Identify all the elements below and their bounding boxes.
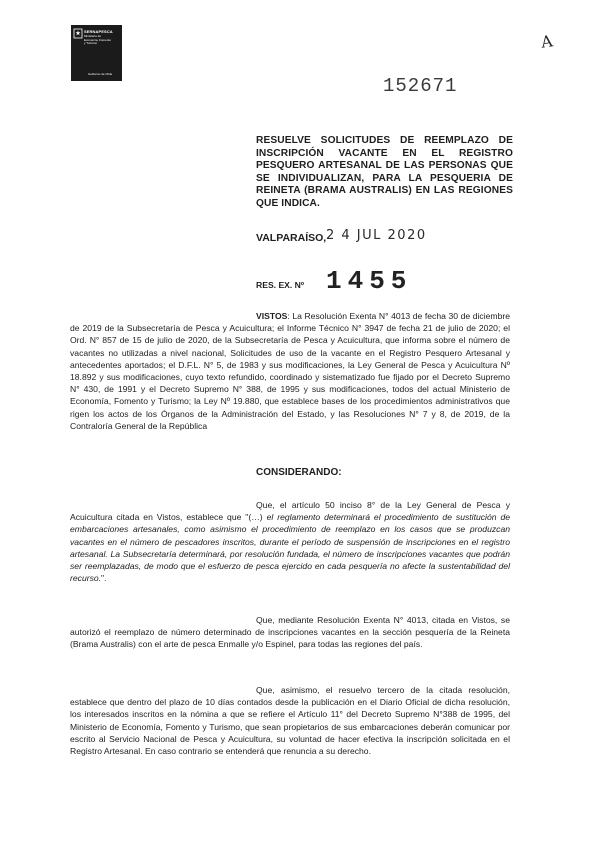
coat-of-arms-icon <box>73 28 83 40</box>
brand-name: SERNAPESCA <box>84 29 113 34</box>
handwritten-initial: A <box>539 31 554 52</box>
sernapesca-logo <box>71 25 122 81</box>
date-stamp: 2 4 JUL 2020 <box>326 228 427 243</box>
document-number-stamp: 152671 <box>383 75 458 97</box>
considerando-paragraph-2: Que, mediante Resolución Exenta N° 4013, citada en Vistos, se autorizó el reemplazo de número determinado de inscripciones vacantes en la sección pesquería de la Reineta (Brama Australis) con el arte de pesca Enmalle y/o Espinel, para todas las regiones del país. <box>70 615 510 650</box>
vistos-text: : La Resolución Exenta N° 4013 de fecha 30 de diciembre de 2019 de la Subsecretaría de Pesca y Acuicultura; el Informe Técnico N° 3947 de fecha 21 de julio de 2020; el Ord. N° 857 de 15 de julio de 2020, de la Subsecretaría de Pesca y Acuicultura, que informa sobre el número de vacantes no utilizadas a nivel nacional, Solicitudes de uso de la vacante en el Registro Pesquero Artesanal y antecedentes aportados; el D.F.L. N° 5, de 1983 y sus modificaciones, la Ley General de Pesca y Acuicultura Nº 18.892 y sus modificaciones, cuyo texto refundido, coordinado y sistematizado fue fijado por el Decreto Supremo N° 430, de 1991 y el Decreto Supremo N° 388, de 1995 y sus modificaciones, todos del actual Ministerio de Economía, Fomento y Turismo; la Ley Nº 19.880, que establece bases de los procedimientos administrativos que rigen los actos de los Órganos de la Administración del Estado, y las Resoluciones N° 7 y 8, de 2019, de la Contraloría General de la República <box>70 311 510 431</box>
government-label: Gobierno de Chile <box>88 72 113 76</box>
vistos-paragraph <box>70 310 510 432</box>
considerando-paragraph-1: Que, el artículo 50 inciso 8° de la Ley General de Pesca y Acuicultura citada en Vistos, establece que "(…) el reglamento determinará el procedimiento de sustitución de embarcaciones artesanales, como asimismo el procedimiento de reemplazo en los casos que se produzcan vacantes en el número de pescadores inscritos, durante el período de suspensión de inscripciones en el registro artesanal. La Subsecretaría determinará, por resolución fundada, el número de inscripciones vacantes que podrán ser reemplazadas, de modo que el esfuerzo de pesca ejercido en cada pesquería no afecte la sustentabilidad del recurso.". <box>70 500 510 584</box>
city: VALPARAÍSO, <box>256 232 327 244</box>
law-quote: el reglamento determinará el procedimiento de sustitución de embarcaciones artesanales, como asimismo el procedimiento de reemplazo en los casos que se produzcan vacantes en el número de pescadores inscritos, durante el período de suspensión de inscripciones en el registro artesanal. La Subsecretaría determinará, por resolución fundada, el número de inscripciones vacantes que podrán ser reemplazadas, de modo que el esfuerzo de pesca ejercido en cada pesquería no afecte la sustentabilidad del recurso. <box>70 512 510 584</box>
considerando-heading: CONSIDERANDO: <box>256 467 342 478</box>
resolution-title: RESUELVE SOLICITUDES DE REEMPLAZO DE INSCRIPCIÓN VACANTE EN EL REGISTRO PESQUERO ARTESANAL DE LAS PERSONAS QUE SE INDIVIDUALIZAN, PARA LA PESQUERIA DE REINETA (BRAMA AUSTRALIS) EN LAS REGIONES QUE INDICA. <box>256 135 513 209</box>
resolution-label: RES. EX. Nº <box>256 280 305 290</box>
considerando-paragraph-3: Que, asimismo, el resuelvo tercero de la citada resolución, establece que dentro del plazo de 10 días contados desde la publicación en el Diario Oficial de dicha resolución, los interesados inscritos en la nómina a que se refiere el Artículo 11° del Decreto Supremo N°388 de 1995, del Ministerio de Economía, Fomento y Turismo, que sean propietarios de sus embarcaciones deberán comunicar por escrito al Servicio Nacional de Pesca y Acuicultura, su voluntad de hacer efectiva la inscripción solicitada en el Registro Artesanal. En caso contrario se entenderá que renuncia a su derecho. <box>70 685 510 757</box>
ministry-name: Ministerio de Economía, Fomento y Turismo <box>84 34 112 46</box>
vistos-label: VISTOS <box>256 311 288 321</box>
resolution-number: 1455 <box>326 266 413 296</box>
